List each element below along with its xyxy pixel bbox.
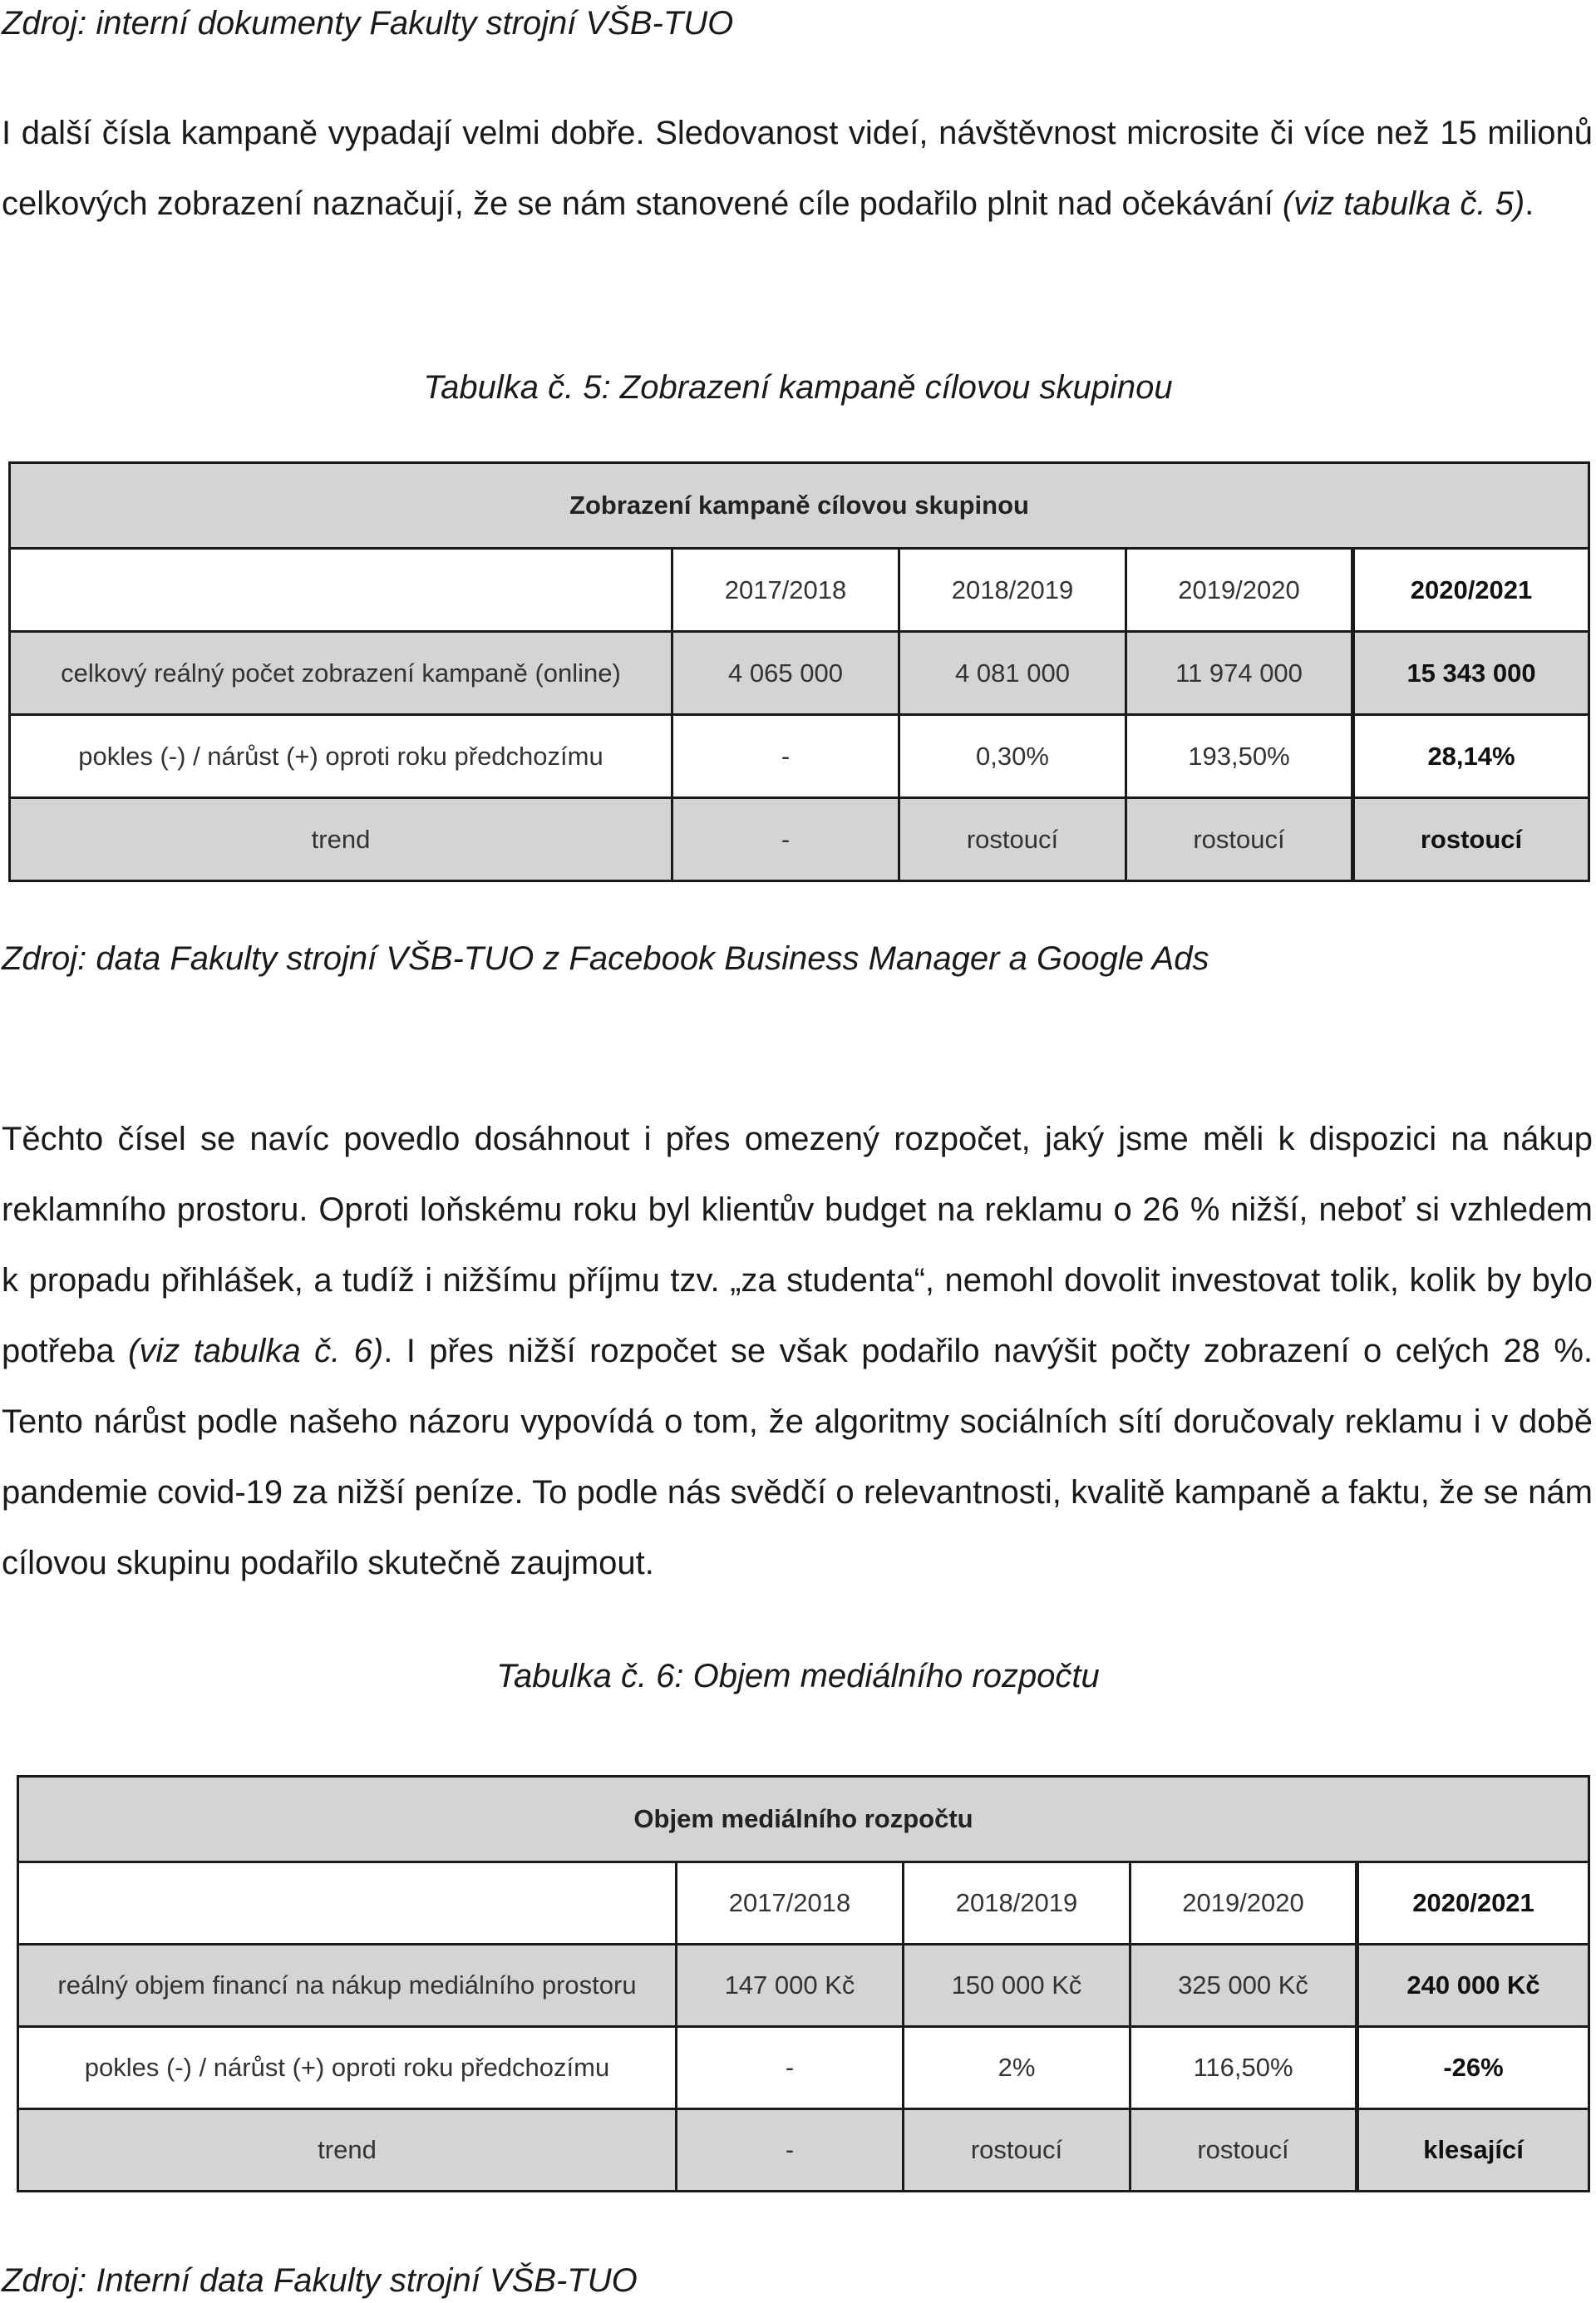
paragraph-2-text-end: . I přes nižší rozpočet se však podařilo navýšit počty zobrazení o celých 28 %. Tento nárůst podle našeho názoru vypovídá o tom, že algoritmy sociálních sítí doručovaly reklamu i v době pandemie covid-19 za nižší peníze. To podle nás svědčí o relevantnosti, kvalitě kampaně a faktu, že se nám cílovou skupinu podařilo skutečně zaujmout. bbox=[2, 1333, 1593, 1581]
table-6-row-label: pokles (-) / nárůst (+) oproti roku předchozímu bbox=[18, 2027, 677, 2109]
table-5-title: Zobrazení kampaně cílovou skupinou bbox=[10, 463, 1589, 549]
table-5-cell: 0,30% bbox=[899, 715, 1126, 798]
table-5-cell: 11 974 000 bbox=[1126, 632, 1353, 715]
paragraph-1-text: I další čísla kampaně vypadají velmi dobře. Sledovanost videí, návštěvnost microsite či více než 15 milionů celkových zobrazení naznačují, že se nám stanovené cíle podařilo plnit nad očekávání bbox=[2, 115, 1593, 222]
table-6-row-budget bbox=[18, 1945, 1589, 2027]
paragraph-1-table-ref: (viz tabulka č. 5) bbox=[1282, 185, 1525, 222]
table-5-year-header: 2017/2018 bbox=[672, 549, 899, 632]
table-5-year-header: 2018/2019 bbox=[899, 549, 1126, 632]
table-6-row-trend bbox=[18, 2109, 1589, 2192]
table-6-cell: 325 000 Kč bbox=[1130, 1945, 1357, 2027]
paragraph-2-text-start: Těchto čísel se navíc povedlo dosáhnout i přes omezený rozpočet, jaký jsme měli k dispozici na nákup reklamního prostoru. Oproti loňskému roku byl klientův budget na reklamu o 26 % nižší, neboť si vzhledem k propadu přihlášek, a tudíž i nižšímu příjmu tzv. „za studenta“, nemohl dovolit investovat tolik, kolik by bylo potřeba bbox=[2, 1121, 1593, 1369]
table-6-year-header: 2020/2021 bbox=[1357, 1862, 1589, 1945]
table-5 bbox=[8, 461, 1590, 882]
table-6-cell: klesající bbox=[1357, 2109, 1589, 2192]
table-5-caption: Tabulka č. 5: Zobrazení kampaně cílovou skupinou bbox=[423, 369, 1173, 406]
table-6-year-header: 2017/2018 bbox=[677, 1862, 904, 1945]
table-5-title-row bbox=[10, 463, 1589, 549]
table-6-cell: 2% bbox=[904, 2027, 1130, 2109]
table-5-cell: rostoucí bbox=[1353, 798, 1589, 881]
table-6-year-header: 2019/2020 bbox=[1130, 1862, 1357, 1945]
table-6-caption: Tabulka č. 6: Objem mediálního rozpočtu bbox=[496, 1658, 1100, 1694]
table-6-cell: rostoucí bbox=[1130, 2109, 1357, 2192]
table-5-row-label: pokles (-) / nárůst (+) oproti roku předchozímu bbox=[10, 715, 672, 798]
table-5-row-views bbox=[10, 632, 1589, 715]
table-6-row-label: trend bbox=[18, 2109, 677, 2192]
table-6-cell: - bbox=[677, 2109, 904, 2192]
table-6-row-change bbox=[18, 2027, 1589, 2109]
table-5-source: Zdroj: data Fakulty strojní VŠB-TUO z Facebook Business Manager a Google Ads bbox=[2, 940, 1209, 977]
table-5-cell: 4 081 000 bbox=[899, 632, 1126, 715]
table-5-row-change bbox=[10, 715, 1589, 798]
table-6-cell: - bbox=[677, 2027, 904, 2109]
table-6-cell: 147 000 Kč bbox=[677, 1945, 904, 2027]
table-6-source: Zdroj: Interní data Fakulty strojní VŠB-TUO bbox=[2, 2262, 638, 2299]
table-5-cell: - bbox=[672, 715, 899, 798]
table-5-cell: 15 343 000 bbox=[1353, 632, 1589, 715]
table-6-title: Objem mediálního rozpočtu bbox=[18, 1777, 1589, 1862]
table-6-header-row bbox=[18, 1862, 1589, 1945]
table-5-header-row bbox=[10, 549, 1589, 632]
paragraph-1-end: . bbox=[1525, 185, 1534, 222]
table-6 bbox=[17, 1775, 1590, 2192]
table-5-year-header: 2019/2020 bbox=[1126, 549, 1353, 632]
table-5-row-trend bbox=[10, 798, 1589, 881]
table-6-title-row bbox=[18, 1777, 1589, 1862]
table-5-cell: 4 065 000 bbox=[672, 632, 899, 715]
table-6-row-label: reálný objem financí na nákup mediálního prostoru bbox=[18, 1945, 677, 2027]
paragraph-2-table-ref: (viz tabulka č. 6) bbox=[128, 1333, 384, 1369]
table-5-cell: 28,14% bbox=[1353, 715, 1589, 798]
table-6-cell: 150 000 Kč bbox=[904, 1945, 1130, 2027]
source-note-top: Zdroj: interní dokumenty Fakulty strojní VŠB-TUO bbox=[2, 5, 734, 42]
table-5-row-label: trend bbox=[10, 798, 672, 881]
table-5-row-label: celkový reálný počet zobrazení kampaně (online) bbox=[10, 632, 672, 715]
table-6-year-header: 2018/2019 bbox=[904, 1862, 1130, 1945]
table-5-cell: 193,50% bbox=[1126, 715, 1353, 798]
paragraph-1 bbox=[2, 98, 1593, 239]
paragraph-2 bbox=[2, 1104, 1593, 1599]
table-5-year-header: 2020/2021 bbox=[1353, 549, 1589, 632]
table-5-cell: - bbox=[672, 798, 899, 881]
table-6-corner-cell bbox=[18, 1862, 677, 1945]
table-5-corner-cell bbox=[10, 549, 672, 632]
table-6-cell: 116,50% bbox=[1130, 2027, 1357, 2109]
table-5-cell: rostoucí bbox=[1126, 798, 1353, 881]
table-6-cell: rostoucí bbox=[904, 2109, 1130, 2192]
table-6-cell: 240 000 Kč bbox=[1357, 1945, 1589, 2027]
table-5-cell: rostoucí bbox=[899, 798, 1126, 881]
table-6-cell: -26% bbox=[1357, 2027, 1589, 2109]
